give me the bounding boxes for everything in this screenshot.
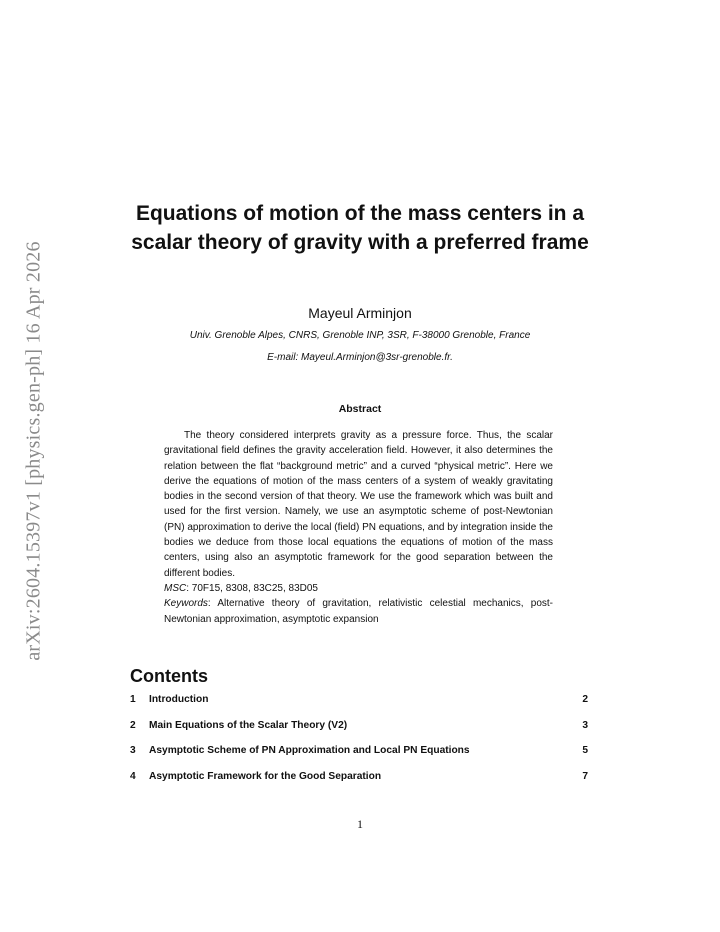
abstract-heading: Abstract bbox=[338, 403, 382, 415]
msc-label: MSC bbox=[164, 582, 187, 594]
toc-entry-number: 2 bbox=[130, 719, 136, 731]
contents-heading: Contents bbox=[130, 666, 208, 686]
keywords-value: : Alternative theory of gravitation, relativistic celestial mechanics, post-Newtonian approximation, asymptotic expansion bbox=[164, 598, 553, 625]
toc-entry-title: Introduction bbox=[149, 694, 209, 705]
toc-entry-asymptotic-scheme[interactable] bbox=[130, 745, 588, 771]
author-affiliation: Univ. Grenoble Alpes, CNRS, Grenoble INP, 3SR, F-38000 Grenoble, France bbox=[189, 330, 531, 341]
toc-entry-main-equations[interactable] bbox=[130, 720, 588, 746]
keywords-label: Keywords bbox=[164, 598, 208, 610]
keywords-line bbox=[164, 596, 553, 627]
msc-line bbox=[164, 581, 553, 596]
toc-entry-page: 3 bbox=[582, 719, 588, 731]
toc-entry-title: Asymptotic Scheme of PN Approximation and Local PN Equations bbox=[149, 745, 470, 756]
author-name: Mayeul Arminjon bbox=[308, 305, 412, 321]
toc-entry-page: 2 bbox=[582, 694, 588, 705]
arxiv-identifier: arXiv:2604.15397v1 [physics.gen-ph] 16 Apr 2026 bbox=[22, 241, 45, 661]
page-number: 1 bbox=[357, 817, 363, 831]
author-email: E-mail: Mayeul.Arminjon@3sr-grenoble.fr. bbox=[267, 352, 453, 363]
toc-entry-number: 1 bbox=[130, 694, 136, 705]
paper-title: Equations of motion of the mass centers in a scalar theory of gravity with a preferred frame bbox=[131, 202, 589, 254]
abstract-text: The theory considered interprets gravity as a pressure force. Thus, the scalar gravitational field defines the gravity acceleration field. However, it also determines the relation between the flat “background metric” and a curved “physical metric”. Here we derive the equations of motion of the mass centers of a system of weakly gravitating bodies in the second version of that theory. We use the framework which was built and used for the first version. Namely, we use an asymptotic scheme of post-Newtonian (PN) approximation to derive the local (field) PN equations, and by integration inside the bodies we deduce from those local equations the equations of motion of the mass centers, using also an asymptotic framework for the good separation between the different bodies. bbox=[164, 430, 553, 579]
toc-entry-number: 4 bbox=[130, 770, 136, 782]
table-of-contents bbox=[130, 694, 588, 796]
toc-entry-introduction[interactable] bbox=[130, 694, 588, 720]
abstract-body bbox=[164, 428, 553, 627]
toc-entry-asymptotic-framework[interactable] bbox=[130, 771, 588, 797]
toc-entry-page: 5 bbox=[582, 745, 588, 756]
toc-entry-title: Asymptotic Framework for the Good Separation bbox=[149, 770, 382, 782]
toc-entry-title: Main Equations of the Scalar Theory (V2) bbox=[149, 719, 348, 731]
toc-entry-number: 3 bbox=[130, 745, 136, 756]
toc-entry-page: 7 bbox=[582, 770, 588, 782]
msc-value: : 70F15, 8308, 83C25, 83D05 bbox=[186, 582, 318, 594]
